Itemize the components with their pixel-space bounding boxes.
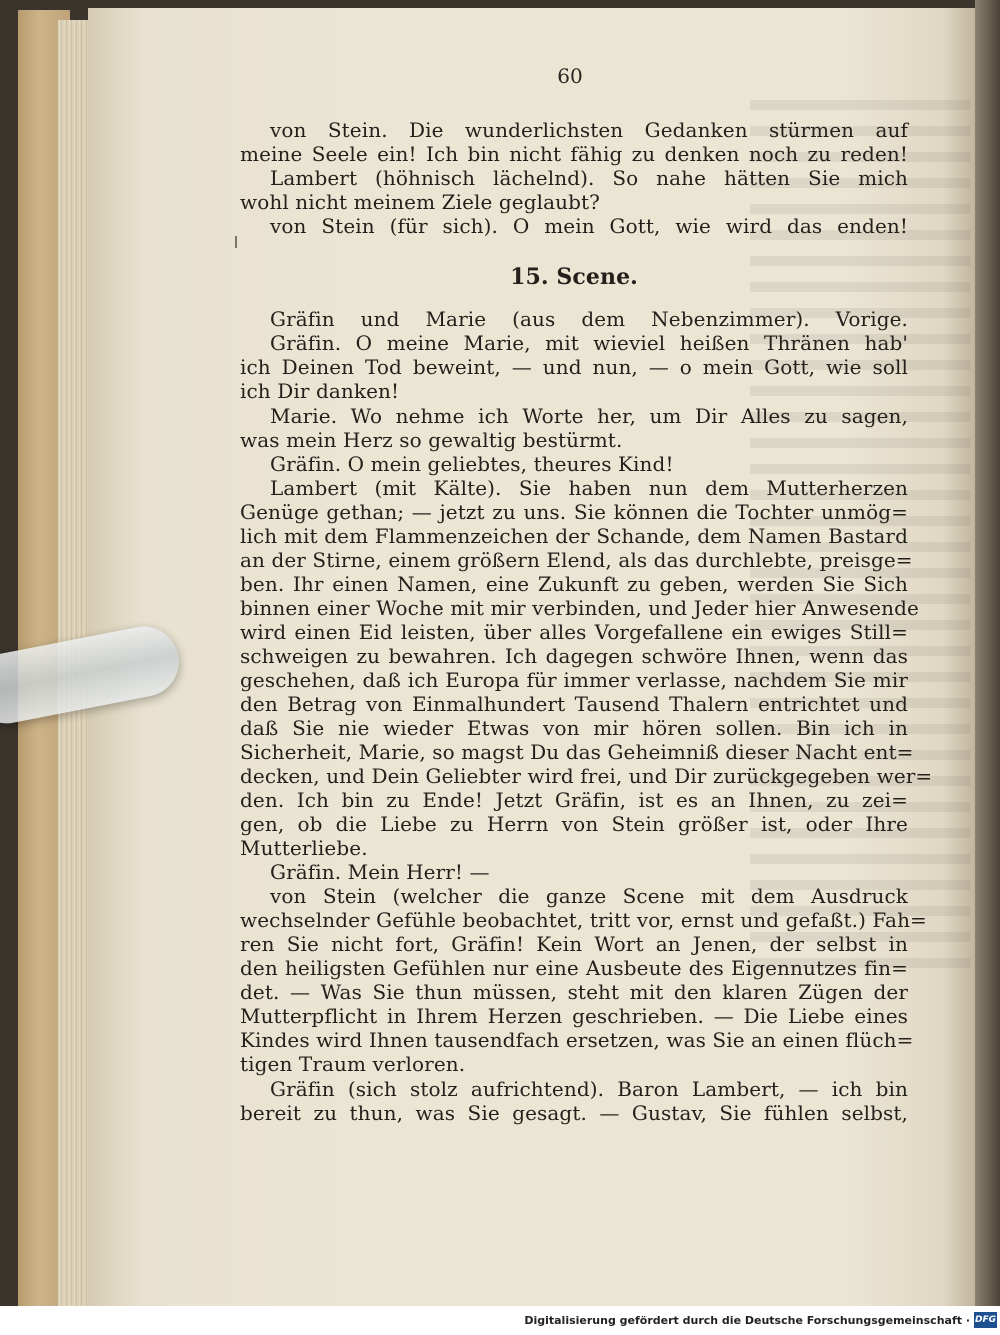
gutter-shadow — [975, 0, 1000, 1306]
text-line: Gräfin (sich stolz aufrichtend). Baron Lambert, — ich bin — [270, 1077, 908, 1101]
text-line: Sicherheit, Marie, so magst Du das Geheimniß dieser Nacht ent= — [240, 740, 914, 764]
text-line: Gräfin. O mein geliebtes, theures Kind! — [270, 452, 674, 476]
text-line: binnen einer Woche mit mir verbinden, und Jeder hier Anwesende — [240, 596, 919, 620]
print-mark — [235, 236, 237, 248]
text-line: den Betrag von Einmalhundert Tausend Thalern entrichtet und — [240, 692, 908, 716]
text-line: ich Deinen Tod beweint, — und nun, — o mein Gott, wie soll — [240, 355, 908, 379]
text-line: det. — Was Sie thun müssen, steht mit den klaren Zügen der — [240, 980, 908, 1004]
text-line: Genüge gethan; — jetzt zu uns. Sie können die Tochter unmög= — [240, 500, 908, 524]
dfg-logo-icon: DFG — [974, 1312, 997, 1328]
text-line: Gräfin und Marie (aus dem Nebenzimmer). Vorige. — [270, 307, 908, 331]
text-line: schweigen zu bewahren. Ich dagegen schwöre Ihnen, wenn das — [240, 644, 908, 668]
text-line: Marie. Wo nehme ich Worte her, um Dir Alles zu sagen, — [270, 404, 908, 428]
funding-credit: Digitalisierung gefördert durch die Deutsche Forschungsgemeinschaft · — [524, 1314, 970, 1327]
text-line: decken, und Dein Geliebter wird frei, und Dir zurückgegeben wer= — [240, 764, 933, 788]
text-line: bereit zu thun, was Sie gesagt. — Gustav, Sie fühlen selbst, — [240, 1101, 908, 1125]
text-line: ren Sie nicht fort, Gräfin! Kein Wort an Jenen, der selbst in — [240, 932, 908, 956]
text-line: daß Sie nie wieder Etwas von mir hören sollen. Bin ich in — [240, 716, 908, 740]
text-line: von Stein (welcher die ganze Scene mit dem Ausdruck — [270, 884, 908, 908]
text-line: wohl nicht meinem Ziele geglaubt? — [240, 190, 601, 214]
footer-bar — [0, 1306, 1000, 1335]
scene-heading: 15. Scene. — [510, 264, 638, 290]
text-line: gen, ob die Liebe zu Herrn von Stein größer ist, oder Ihre — [240, 812, 908, 836]
text-line: ben. Ihr einen Namen, eine Zukunft zu geben, werden Sie Sich — [240, 572, 908, 596]
text-line: lich mit dem Flammenzeichen der Schande, dem Namen Bastard — [240, 524, 908, 548]
text-line: wird einen Eid leisten, über alles Vorgefallene ein ewiges Still= — [240, 620, 908, 644]
text-line: was mein Herz so gewaltig bestürmt. — [240, 428, 623, 452]
text-line: wechselnder Gefühle beobachtet, tritt vor, ernst und gefaßt.) Fah= — [240, 908, 927, 932]
text-line: Gräfin. Mein Herr! — — [270, 860, 490, 884]
text-line: den. Ich bin zu Ende! Jetzt Gräfin, ist es an Ihnen, zu zei= — [240, 788, 908, 812]
text-line: meine Seele ein! Ich bin nicht fähig zu denken noch zu reden! — [240, 142, 908, 166]
text-line: Lambert (höhnisch lächelnd). So nahe hätten Sie mich — [270, 166, 908, 190]
text-line: Kindes wird Ihnen tausendfach ersetzen, was Sie an einen flüch= — [240, 1028, 914, 1052]
text-line: den heiligsten Gefühlen nur eine Ausbeute des Eigennutzes fin= — [240, 956, 908, 980]
text-line: Gräfin. O meine Marie, mit wieviel heißen Thränen hab' — [270, 331, 908, 355]
page-number: 60 — [557, 64, 583, 88]
text-line: tigen Traum verloren. — [240, 1052, 466, 1076]
text-line: von Stein. Die wunderlichsten Gedanken stürmen auf — [270, 118, 908, 142]
text-line: Mutterpflicht in Ihrem Herzen geschrieben. — Die Liebe eines — [240, 1004, 908, 1028]
text-line: geschehen, daß ich Europa für immer verlasse, nachdem Sie mir — [240, 668, 908, 692]
text-line: Mutterliebe. — [240, 836, 368, 860]
text-line: an der Stirne, einem größern Elend, als das durchlebte, preisge= — [240, 548, 913, 572]
text-line: von Stein (für sich). O mein Gott, wie wird das enden! — [270, 214, 908, 238]
text-line: Lambert (mit Kälte). Sie haben nun dem Mutterherzen — [270, 476, 908, 500]
text-line: ich Dir danken! — [240, 379, 400, 403]
